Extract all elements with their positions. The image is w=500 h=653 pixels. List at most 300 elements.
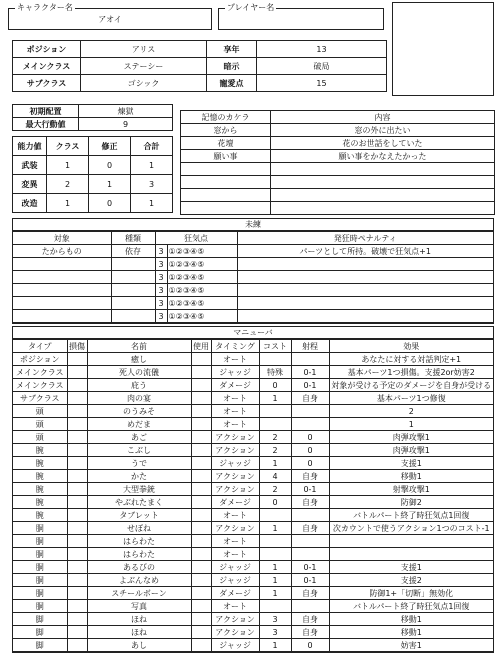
memory-row xyxy=(181,150,495,163)
maneuver-use-check[interactable] xyxy=(191,548,211,561)
maneuver-name[interactable]: よぶんなめ xyxy=(87,574,191,587)
maneuver-name[interactable]: ほね xyxy=(87,626,191,639)
maneuver-effect: バトルパート終了時狂気点1回復 xyxy=(329,600,493,613)
maneuver-name[interactable]: はらわた xyxy=(87,535,191,548)
maneuver-name[interactable]: あし xyxy=(87,639,191,652)
profile-label: ポジション xyxy=(13,41,81,58)
maneuver-range: 0 xyxy=(291,431,329,444)
maneuver-name[interactable]: かた xyxy=(87,470,191,483)
maneuver-cost xyxy=(259,509,291,522)
profile-label: 暗示 xyxy=(207,58,257,75)
maneuver-type: 胴 xyxy=(13,600,67,613)
placement-table xyxy=(12,104,173,131)
regret-madness-checkboxes[interactable]: ①②③④⑤ xyxy=(167,310,237,323)
maneuver-type: 脚 xyxy=(13,639,67,652)
maneuver-use-check[interactable] xyxy=(191,366,211,379)
maneuver-name[interactable]: こぶし xyxy=(87,444,191,457)
ability-row xyxy=(13,194,173,213)
profile-value[interactable]: 破局 xyxy=(257,58,387,75)
maneuver-row xyxy=(13,483,493,496)
maneuver-row xyxy=(13,379,493,392)
maneuver-cost: 1 xyxy=(259,574,291,587)
regret-target[interactable]: たからもの xyxy=(13,245,111,258)
maneuver-range xyxy=(291,548,329,561)
maneuver-cost: 1 xyxy=(259,587,291,600)
profile-row xyxy=(13,75,387,92)
maneuver-use-check[interactable] xyxy=(191,496,211,509)
maneuver-row xyxy=(13,587,493,600)
regret-row xyxy=(13,245,493,258)
maneuver-cost xyxy=(259,353,291,366)
maneuver-range xyxy=(291,509,329,522)
regret-madness-checkboxes[interactable]: ①②③④⑤ xyxy=(167,271,237,284)
maneuver-type: 頭 xyxy=(13,418,67,431)
maneuver-range: 自身 xyxy=(291,626,329,639)
memory-name[interactable]: 花壇 xyxy=(181,137,271,150)
maneuver-range: 0-1 xyxy=(291,379,329,392)
maneuver-use-check[interactable] xyxy=(191,639,211,652)
maneuver-damage-check[interactable] xyxy=(67,509,87,522)
maneuver-effect: 対象が受ける予定のダメージを自身が受ける xyxy=(329,379,493,392)
maneuver-effect: 支援1 xyxy=(329,561,493,574)
maneuver-row xyxy=(13,392,493,405)
memories-table xyxy=(180,110,495,215)
profile-value[interactable]: 13 xyxy=(257,41,387,58)
memory-content[interactable]: 花のお世話をしていた xyxy=(271,137,495,150)
maneuver-range: 0-1 xyxy=(291,574,329,587)
maneuver-type: メインクラス xyxy=(13,379,67,392)
ability-total-value[interactable]: 1 xyxy=(131,156,173,175)
maneuver-damage-check[interactable] xyxy=(67,483,87,496)
maneuver-range: 0-1 xyxy=(291,561,329,574)
maneuver-range xyxy=(291,353,329,366)
maneuver-range xyxy=(291,418,329,431)
maneuver-effect: 射撃攻撃1 xyxy=(329,483,493,496)
maneuver-range: 自身 xyxy=(291,613,329,626)
maneuver-damage-check[interactable] xyxy=(67,366,87,379)
maneuver-row xyxy=(13,626,493,639)
maneuver-type: 胴 xyxy=(13,522,67,535)
maneuver-name[interactable]: あご xyxy=(87,431,191,444)
regret-type[interactable]: 依存 xyxy=(111,245,155,258)
maneuver-row xyxy=(13,639,493,652)
maneuver-use-check[interactable] xyxy=(191,522,211,535)
memory-content[interactable] xyxy=(271,202,495,215)
maneuver-cost: 0 xyxy=(259,379,291,392)
regret-row xyxy=(13,271,493,284)
maneuver-damage-check[interactable] xyxy=(67,418,87,431)
maneuver-damage-check[interactable] xyxy=(67,613,87,626)
maneuver-damage-check[interactable] xyxy=(67,574,87,587)
memories-header-name: 記憶のカケラ xyxy=(181,111,271,124)
maneuver-use-check[interactable] xyxy=(191,626,211,639)
regret-madness-checkboxes[interactable]: ①②③④⑤ xyxy=(167,245,237,258)
maneuver-cost: 1 xyxy=(259,457,291,470)
ability-row xyxy=(13,175,173,194)
regret-target[interactable] xyxy=(13,310,111,323)
regret-madness-checkboxes[interactable]: ①②③④⑤ xyxy=(167,258,237,271)
maneuver-damage-check[interactable] xyxy=(67,639,87,652)
character-name-label: キャラクター名 xyxy=(17,3,73,12)
maneuver-use-check[interactable] xyxy=(191,574,211,587)
maneuver-name[interactable]: せぼね xyxy=(87,522,191,535)
maneuver-range: 0-1 xyxy=(291,366,329,379)
maneuver-use-check[interactable] xyxy=(191,379,211,392)
ability-row xyxy=(13,156,173,175)
maneuver-damage-check[interactable] xyxy=(67,535,87,548)
maneuver-use-check[interactable] xyxy=(191,392,211,405)
regret-target[interactable] xyxy=(13,271,111,284)
regret-target[interactable] xyxy=(13,258,111,271)
profile-row xyxy=(13,41,387,58)
maneuvers-header-effect: 効果 xyxy=(329,340,493,353)
maneuver-type: 腕 xyxy=(13,509,67,522)
maneuver-damage-check[interactable] xyxy=(67,353,87,366)
player-name-box xyxy=(218,3,384,30)
maneuver-use-check[interactable] xyxy=(191,613,211,626)
maneuvers-header-timing: タイミング xyxy=(211,340,259,353)
maneuver-timing: アクション xyxy=(211,522,259,535)
maneuver-type: 胴 xyxy=(13,548,67,561)
placement-label: 最大行動値 xyxy=(13,118,79,131)
maneuver-use-check[interactable] xyxy=(191,600,211,613)
regret-penalty[interactable] xyxy=(237,297,493,310)
maneuver-use-check[interactable] xyxy=(191,444,211,457)
maneuver-damage-check[interactable] xyxy=(67,392,87,405)
regret-penalty[interactable] xyxy=(237,310,493,323)
maneuver-cost: 1 xyxy=(259,639,291,652)
maneuver-name[interactable]: 大型拳銃 xyxy=(87,483,191,496)
maneuver-range: 自身 xyxy=(291,496,329,509)
maneuver-effect: バトルパート終了時狂気点1回復 xyxy=(329,509,493,522)
maneuver-use-check[interactable] xyxy=(191,587,211,600)
maneuver-use-check[interactable] xyxy=(191,457,211,470)
maneuver-damage-check[interactable] xyxy=(67,496,87,509)
maneuver-effect xyxy=(329,548,493,561)
maneuver-row xyxy=(13,574,493,587)
maneuver-cost xyxy=(259,418,291,431)
maneuver-effect: 肉弾攻撃1 xyxy=(329,444,493,457)
regret-target[interactable] xyxy=(13,284,111,297)
ability-total-value[interactable]: 1 xyxy=(131,194,173,213)
maneuver-timing: オート xyxy=(211,405,259,418)
maneuver-cost xyxy=(259,535,291,548)
memory-row xyxy=(181,137,495,150)
maneuver-damage-check[interactable] xyxy=(67,470,87,483)
maneuver-damage-check[interactable] xyxy=(67,587,87,600)
regrets-header-type: 種類 xyxy=(111,232,155,245)
maneuver-effect: 妨害1 xyxy=(329,639,493,652)
maneuver-timing: オート xyxy=(211,600,259,613)
maneuver-row xyxy=(13,613,493,626)
maneuver-timing: ジャッジ xyxy=(211,457,259,470)
maneuvers-header-range: 射程 xyxy=(291,340,329,353)
maneuver-use-check[interactable] xyxy=(191,509,211,522)
maneuver-type: 胴 xyxy=(13,574,67,587)
regrets-header-penalty: 発狂時ペナルティ xyxy=(237,232,493,245)
memory-name[interactable] xyxy=(181,176,271,189)
regret-row xyxy=(13,310,493,323)
maneuver-cost: 0 xyxy=(259,496,291,509)
maneuver-use-check[interactable] xyxy=(191,470,211,483)
maneuver-row xyxy=(13,366,493,379)
maneuver-type: 脚 xyxy=(13,613,67,626)
portrait-box[interactable] xyxy=(392,2,494,96)
regret-penalty[interactable]: パーツとして所持。破壊で狂気点+1 xyxy=(237,245,493,258)
regret-row xyxy=(13,284,493,297)
maneuver-timing: オート xyxy=(211,535,259,548)
maneuver-range: 0 xyxy=(291,639,329,652)
maneuver-row xyxy=(13,496,493,509)
maneuver-damage-check[interactable] xyxy=(67,522,87,535)
maneuver-timing: ダメージ xyxy=(211,379,259,392)
maneuver-damage-check[interactable] xyxy=(67,626,87,639)
regret-madness-number: 3 xyxy=(155,258,167,271)
maneuver-range: 0 xyxy=(291,457,329,470)
maneuver-timing: アクション xyxy=(211,483,259,496)
maneuver-timing: アクション xyxy=(211,613,259,626)
regret-penalty[interactable] xyxy=(237,258,493,271)
maneuver-effect: 移動1 xyxy=(329,626,493,639)
profile-label: 享年 xyxy=(207,41,257,58)
maneuver-type: 胴 xyxy=(13,587,67,600)
maneuver-effect: 支援2 xyxy=(329,574,493,587)
profile-row xyxy=(13,58,387,75)
memory-content[interactable]: 願い事をかなえたかった xyxy=(271,150,495,163)
memory-row xyxy=(181,163,495,176)
ability-name: 改造 xyxy=(13,194,47,213)
maneuver-effect: あなたに対する対話判定+1 xyxy=(329,353,493,366)
character-name-box xyxy=(8,3,212,30)
maneuver-cost: 2 xyxy=(259,431,291,444)
maneuver-use-check[interactable] xyxy=(191,431,211,444)
ability-name: 武装 xyxy=(13,156,47,175)
ability-class-value[interactable]: 2 xyxy=(47,175,89,194)
placement-label: 初期配置 xyxy=(13,105,79,118)
profile-label: サブクラス xyxy=(13,75,81,92)
ability-mod-value[interactable]: 0 xyxy=(89,194,131,213)
maneuver-row xyxy=(13,509,493,522)
maneuver-name[interactable]: 写真 xyxy=(87,600,191,613)
maneuvers-header-cost: コスト xyxy=(259,340,291,353)
maneuver-type: 胴 xyxy=(13,535,67,548)
maneuver-timing: オート xyxy=(211,418,259,431)
maneuver-effect: 移動1 xyxy=(329,613,493,626)
maneuver-timing: ダメージ xyxy=(211,496,259,509)
memory-row xyxy=(181,202,495,215)
ability-name: 変異 xyxy=(13,175,47,194)
maneuver-range: 自身 xyxy=(291,392,329,405)
abilities-header-name: 能力値 xyxy=(13,137,47,156)
placement-value[interactable]: 煉獄 xyxy=(79,105,173,118)
memory-name[interactable] xyxy=(181,189,271,202)
maneuver-name[interactable]: 死人の流儀 xyxy=(87,366,191,379)
maneuver-timing: オート xyxy=(211,353,259,366)
ability-total-value[interactable]: 3 xyxy=(131,175,173,194)
maneuver-timing: ジャッジ xyxy=(211,639,259,652)
memory-content[interactable]: 窓の外に出たい xyxy=(271,124,495,137)
maneuver-cost: 1 xyxy=(259,561,291,574)
maneuver-cost: 1 xyxy=(259,522,291,535)
memory-content[interactable] xyxy=(271,163,495,176)
maneuver-effect: 基本パーツ1つ損傷。支援2or妨害2 xyxy=(329,366,493,379)
maneuver-name[interactable]: スチールボーン xyxy=(87,587,191,600)
maneuver-type: 腕 xyxy=(13,483,67,496)
regret-madness-number: 3 xyxy=(155,284,167,297)
maneuver-type: 胴 xyxy=(13,561,67,574)
maneuver-cost: 特殊 xyxy=(259,366,291,379)
maneuver-damage-check[interactable] xyxy=(67,600,87,613)
maneuver-name[interactable]: やぶれたまく xyxy=(87,496,191,509)
maneuver-damage-check[interactable] xyxy=(67,444,87,457)
maneuver-timing: ジャッジ xyxy=(211,366,259,379)
regret-madness-checkboxes[interactable]: ①②③④⑤ xyxy=(167,284,237,297)
maneuver-use-check[interactable] xyxy=(191,353,211,366)
maneuver-type: 頭 xyxy=(13,405,67,418)
maneuver-type: 脚 xyxy=(13,626,67,639)
maneuver-effect xyxy=(329,535,493,548)
ability-class-value[interactable]: 1 xyxy=(47,194,89,213)
placement-value[interactable]: 9 xyxy=(79,118,173,131)
maneuvers-title: マニューバ xyxy=(13,327,493,339)
maneuver-name[interactable]: 庇う xyxy=(87,379,191,392)
maneuver-use-check[interactable] xyxy=(191,405,211,418)
maneuver-type: メインクラス xyxy=(13,366,67,379)
regret-type[interactable] xyxy=(111,258,155,271)
memory-name[interactable]: 窓から xyxy=(181,124,271,137)
maneuver-damage-check[interactable] xyxy=(67,457,87,470)
maneuvers-header-use: 使用 xyxy=(193,341,209,351)
profile-value[interactable]: ステーシー xyxy=(81,58,207,75)
maneuver-range: 自身 xyxy=(291,522,329,535)
regret-madness-number: 3 xyxy=(155,271,167,284)
maneuver-row xyxy=(13,418,493,431)
maneuver-type: サブクラス xyxy=(13,392,67,405)
abilities-header-mod: 修正 xyxy=(89,137,131,156)
maneuver-name[interactable]: タブレット xyxy=(87,509,191,522)
maneuver-timing: ジャッジ xyxy=(211,561,259,574)
maneuver-use-check[interactable] xyxy=(191,535,211,548)
regret-penalty[interactable] xyxy=(237,284,493,297)
maneuver-name[interactable]: 癒し xyxy=(87,353,191,366)
character-name-value[interactable]: アオイ xyxy=(98,15,122,24)
abilities-header-total: 合計 xyxy=(131,137,173,156)
player-name-label: プレイヤー名 xyxy=(227,3,275,12)
maneuver-name[interactable]: うで xyxy=(87,457,191,470)
maneuver-damage-check[interactable] xyxy=(67,548,87,561)
ability-mod-value[interactable]: 0 xyxy=(89,156,131,175)
maneuver-name[interactable]: ほね xyxy=(87,613,191,626)
maneuver-use-check[interactable] xyxy=(191,561,211,574)
regrets-table xyxy=(13,231,493,323)
regrets-section xyxy=(12,218,494,324)
regret-type[interactable] xyxy=(111,310,155,323)
regret-type[interactable] xyxy=(111,284,155,297)
maneuver-type: 腕 xyxy=(13,444,67,457)
ability-mod-value[interactable]: 1 xyxy=(89,175,131,194)
maneuver-row xyxy=(13,548,493,561)
maneuver-row xyxy=(13,522,493,535)
memory-content[interactable] xyxy=(271,176,495,189)
maneuver-effect: 2 xyxy=(329,405,493,418)
regret-row xyxy=(13,258,493,271)
maneuver-cost: 4 xyxy=(259,470,291,483)
memory-name[interactable]: 願い事 xyxy=(181,150,271,163)
maneuver-name[interactable]: めだま xyxy=(87,418,191,431)
profile-value[interactable]: 15 xyxy=(257,75,387,92)
maneuver-type: 腕 xyxy=(13,457,67,470)
regrets-title: 未練 xyxy=(13,219,493,231)
maneuver-name[interactable]: はらわた xyxy=(87,548,191,561)
maneuver-name[interactable]: のうみそ xyxy=(87,405,191,418)
maneuver-timing: アクション xyxy=(211,431,259,444)
maneuver-timing: オート xyxy=(211,392,259,405)
regrets-header-madness: 狂気点 xyxy=(155,232,237,245)
maneuver-range: 0 xyxy=(291,444,329,457)
maneuver-row xyxy=(13,470,493,483)
maneuver-cost: 2 xyxy=(259,483,291,496)
maneuver-row xyxy=(13,600,493,613)
maneuver-cost: 3 xyxy=(259,626,291,639)
profile-value[interactable]: ゴシック xyxy=(81,75,207,92)
placement-row xyxy=(13,105,173,118)
memory-row xyxy=(181,176,495,189)
maneuver-use-check[interactable] xyxy=(191,483,211,496)
regret-madness-number: 3 xyxy=(155,245,167,258)
maneuver-row xyxy=(13,535,493,548)
maneuver-damage-check[interactable] xyxy=(67,379,87,392)
maneuver-effect: 支援1 xyxy=(329,457,493,470)
maneuver-timing: アクション xyxy=(211,626,259,639)
profile-value[interactable]: アリス xyxy=(81,41,207,58)
maneuvers-table xyxy=(13,339,493,652)
maneuver-damage-check[interactable] xyxy=(67,405,87,418)
regret-madness-checkboxes[interactable]: ①②③④⑤ xyxy=(167,297,237,310)
memory-content[interactable] xyxy=(271,189,495,202)
maneuver-type: 腕 xyxy=(13,496,67,509)
regret-target[interactable] xyxy=(13,297,111,310)
maneuver-damage-check[interactable] xyxy=(67,431,87,444)
maneuver-timing: ジャッジ xyxy=(211,574,259,587)
memory-name[interactable] xyxy=(181,163,271,176)
profile-label: 寵愛点 xyxy=(207,75,257,92)
regret-type[interactable] xyxy=(111,297,155,310)
maneuver-cost: 3 xyxy=(259,613,291,626)
maneuver-use-check[interactable] xyxy=(191,418,211,431)
ability-class-value[interactable]: 1 xyxy=(47,156,89,175)
maneuver-effect: 移動1 xyxy=(329,470,493,483)
maneuver-cost: 2 xyxy=(259,444,291,457)
maneuver-row xyxy=(13,353,493,366)
maneuver-range xyxy=(291,535,329,548)
maneuver-range: 0-1 xyxy=(291,483,329,496)
maneuver-damage-check[interactable] xyxy=(67,561,87,574)
maneuver-range xyxy=(291,600,329,613)
memory-name[interactable] xyxy=(181,202,271,215)
maneuver-timing: アクション xyxy=(211,470,259,483)
maneuver-name[interactable]: 肉の宴 xyxy=(87,392,191,405)
maneuver-cost xyxy=(259,600,291,613)
maneuver-range xyxy=(291,405,329,418)
abilities-table xyxy=(12,136,173,213)
maneuver-effect: 防御1+「切断」無効化 xyxy=(329,587,493,600)
maneuver-name[interactable]: あるびの xyxy=(87,561,191,574)
regret-type[interactable] xyxy=(111,271,155,284)
maneuver-effect: 肉弾攻撃1 xyxy=(329,431,493,444)
regret-row xyxy=(13,297,493,310)
maneuver-type: 腕 xyxy=(13,470,67,483)
regret-penalty[interactable] xyxy=(237,271,493,284)
